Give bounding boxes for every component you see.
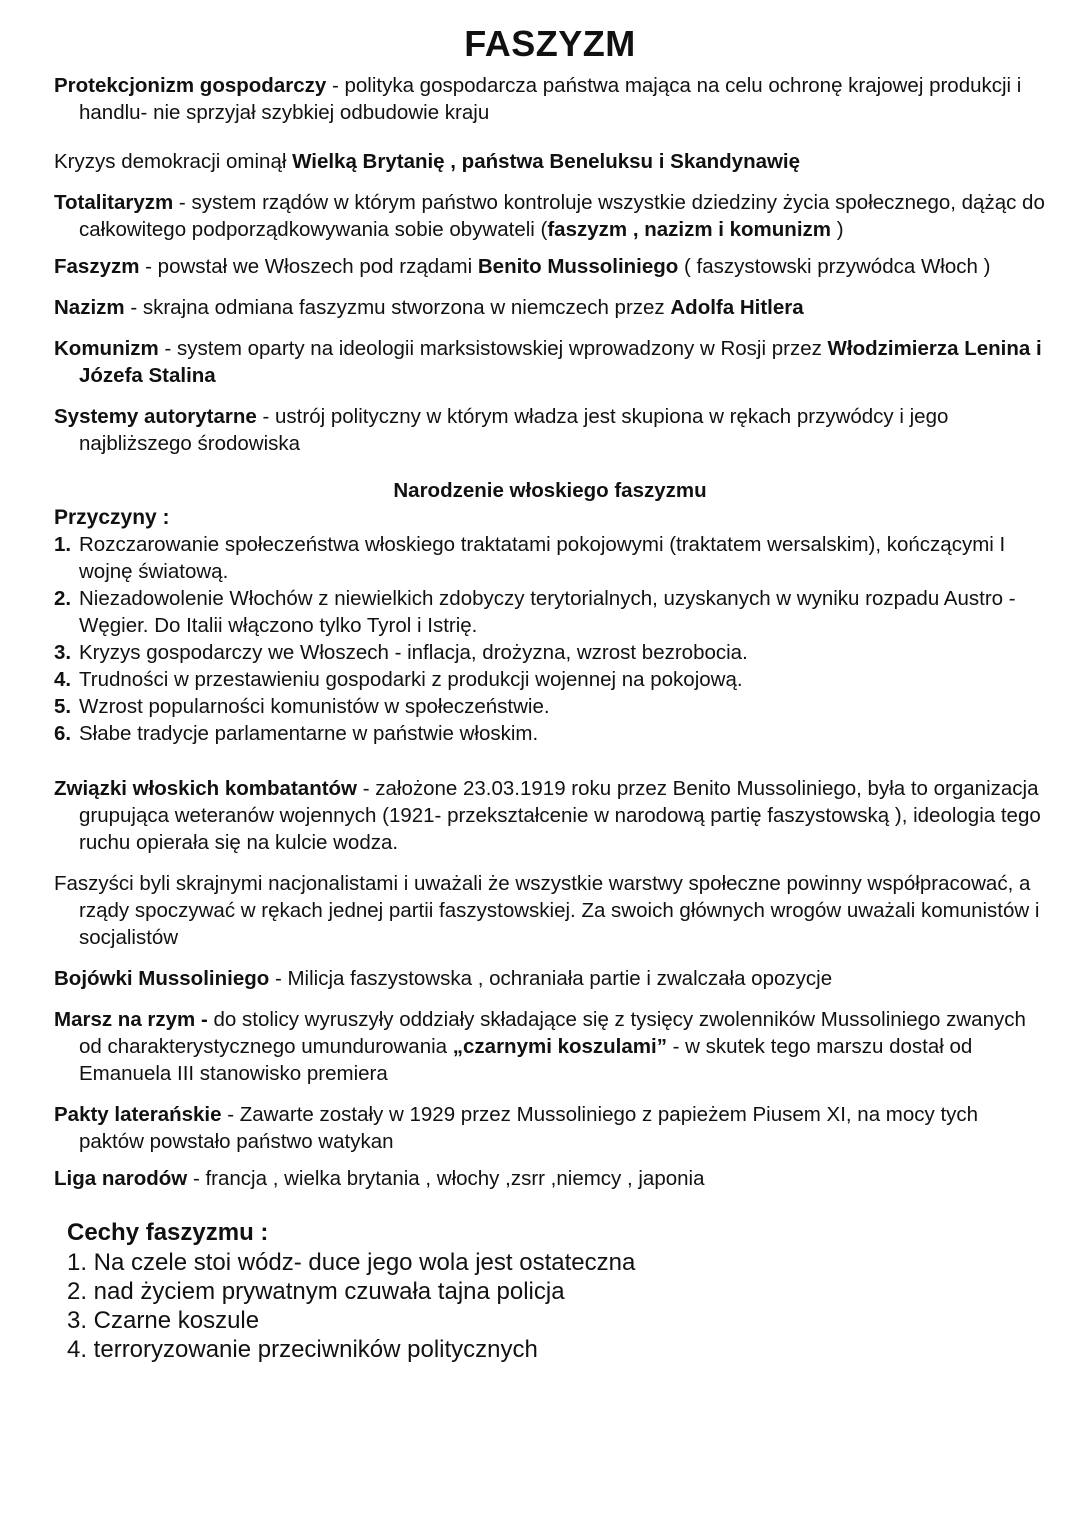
list-item-text: Wzrost popularności komunistów w społeczeństwie. <box>79 695 550 718</box>
cechy-list <box>67 1248 1046 1364</box>
list-item <box>54 666 1046 693</box>
bold-text: „czarnymi koszulami” <box>452 1035 667 1058</box>
list-item-text: Kryzys gospodarczy we Włoszech - inflacja, drożyzna, wzrost bezrobocia. <box>79 641 748 664</box>
list-item-text: Niezadowolenie Włochów z niewielkich zdobyczy terytorialnych, uzyskanych w wyniku rozpadu Austro - Węgier. Do Italii włączono tylko Tyrol i Istrię. <box>79 587 1016 637</box>
list-item-number: 2. <box>54 587 72 610</box>
cechy-section <box>54 1218 1046 1364</box>
list-item <box>54 720 1046 747</box>
def-marsz-na-rzym <box>54 1006 1046 1087</box>
causes-list <box>54 531 1046 747</box>
definition: - polityka gospodarcza państwa mająca na celu ochronę krajowej produkcji i handlu- nie sprzyjał szybkiej odbudowie kraju <box>79 74 1022 124</box>
text: Kryzys demokracji ominął <box>54 150 293 173</box>
cechy-heading: Cechy faszyzmu : <box>67 1219 269 1246</box>
definition: - ustrój polityczny w którym władza jest skupiona w rękach przywódcy i jego najbliższego środowiska <box>79 405 949 455</box>
definition: do stolicy wyruszyły oddziały składające się z tysięcy zwolenników Mussoliniego zwanych od charakterystycznego umundurowania <box>79 1008 1026 1058</box>
def-pakty-lateranskie <box>54 1101 1046 1155</box>
text: Faszyści byli skrajnymi nacjonalistami i uważali że wszystkie warstwy społeczne powinny współpracować, a rządy spoczywać w rękach jednej partii faszystowskiej. Za swoich głównych wrogów uważali komunistów i socjalistów <box>54 872 1040 949</box>
faszysci-paragraph <box>54 870 1046 951</box>
def-protekcjonizm <box>54 72 1046 126</box>
definition: - założone 23.03.1919 roku przez Benito Mussoliniego, była to organizacja grupująca weteranów wojennych (1921- przekształcenie w narodową partię faszystowską ), ideologia tego ruchu opierała się na kulcie wodza. <box>79 777 1041 854</box>
definition: - system oparty na ideologii marksistowskiej wprowadzony w Rosji przez <box>158 337 828 360</box>
term: Pakty laterańskie <box>54 1103 222 1126</box>
list-item: 3. Czarne koszule <box>67 1307 260 1334</box>
definition: - system rządów w którym państwo kontroluje wszystkie dziedziny życia społecznego, dążąc do całkowitego podporządkowywania sobie obywateli ( <box>79 191 1045 241</box>
causes-heading: Przyczyny : <box>54 506 170 529</box>
list-item <box>54 639 1046 666</box>
term: Faszyzm <box>54 255 140 278</box>
bold-text: Wielką Brytanię , państwa Beneluksu i Skandynawię <box>292 150 801 173</box>
bold-text: Benito Mussoliniego <box>477 255 679 278</box>
term: Bojówki Mussoliniego <box>54 967 270 990</box>
term: Systemy autorytarne <box>54 405 257 428</box>
definition: - Milicja faszystowska , ochraniała partie i zwalczała opozycje <box>269 967 833 990</box>
bold-text: faszyzm , nazizm i komunizm <box>547 218 832 241</box>
list-item <box>54 531 1046 585</box>
definition: - Zawarte zostały w 1929 przez Mussoliniego z papieżem Piusem XI, na mocy tych paktów powstało państwo watykan <box>79 1103 979 1153</box>
list-item-number: 3. <box>54 641 72 664</box>
list-item-number: 6. <box>54 722 72 745</box>
list-item-text: Trudności w przestawieniu gospodarki z produkcji wojennej na pokojową. <box>79 668 743 691</box>
list-item-number: 1. <box>54 533 72 556</box>
list-item-number: 4. <box>54 668 72 691</box>
definition: - powstał we Włoszech pod rządami <box>139 255 478 278</box>
term: Marsz na rzym - <box>54 1008 208 1031</box>
bold-text: Adolfa Hitlera <box>670 296 804 319</box>
section-heading-narodzenie: Narodzenie włoskiego faszyzmu <box>393 479 707 502</box>
list-item: 4. terroryzowanie przeciwników politycznych <box>67 1336 538 1363</box>
def-liga-narodow <box>54 1165 1046 1192</box>
term: Totalitaryzm <box>54 191 174 214</box>
list-item <box>54 585 1046 639</box>
list-item-number: 5. <box>54 695 72 718</box>
def-nazizm <box>54 294 1046 321</box>
list-item-text: Rozczarowanie społeczeństwa włoskiego traktatami pokojowymi (traktatem wersalskim), kończącymi I wojnę światową. <box>79 533 1006 583</box>
def-zwiazki-kombatantow <box>54 775 1046 856</box>
tail-text: - w skutek tego marszu dostał od Emanuela III stanowisko premiera <box>79 1035 973 1085</box>
term: Komunizm <box>54 337 159 360</box>
definition: - francja , wielka brytania , włochy ,zsrr ,niemcy , japonia <box>187 1167 705 1190</box>
tail-text: ( faszystowski przywódca Włoch ) <box>678 255 991 278</box>
list-item: 1. Na czele stoi wódz- duce jego wola jest ostateczna <box>67 1249 636 1276</box>
list-item <box>54 693 1046 720</box>
def-systemy-autorytarne <box>54 403 1046 457</box>
page-title: FASZYZM <box>464 23 636 64</box>
term: Liga narodów <box>54 1167 188 1190</box>
def-totalitaryzm <box>54 189 1046 243</box>
def-bojowki <box>54 965 1046 992</box>
bold-text: Włodzimierza Lenina i Józefa Stalina <box>79 337 1042 387</box>
list-item: 2. nad życiem prywatnym czuwała tajna policja <box>67 1278 565 1305</box>
term: Protekcjonizm gospodarczy <box>54 74 327 97</box>
definition: - skrajna odmiana faszyzmu stworzona w niemczech przez <box>124 296 671 319</box>
def-komunizm <box>54 335 1046 389</box>
term: Związki włoskich kombatantów <box>54 777 358 800</box>
term: Nazizm <box>54 296 125 319</box>
tail-text: ) <box>831 218 844 241</box>
kryzys-demokracji <box>54 148 1046 175</box>
def-faszyzm <box>54 253 1046 280</box>
list-item-text: Słabe tradycje parlamentarne w państwie włoskim. <box>79 722 539 745</box>
